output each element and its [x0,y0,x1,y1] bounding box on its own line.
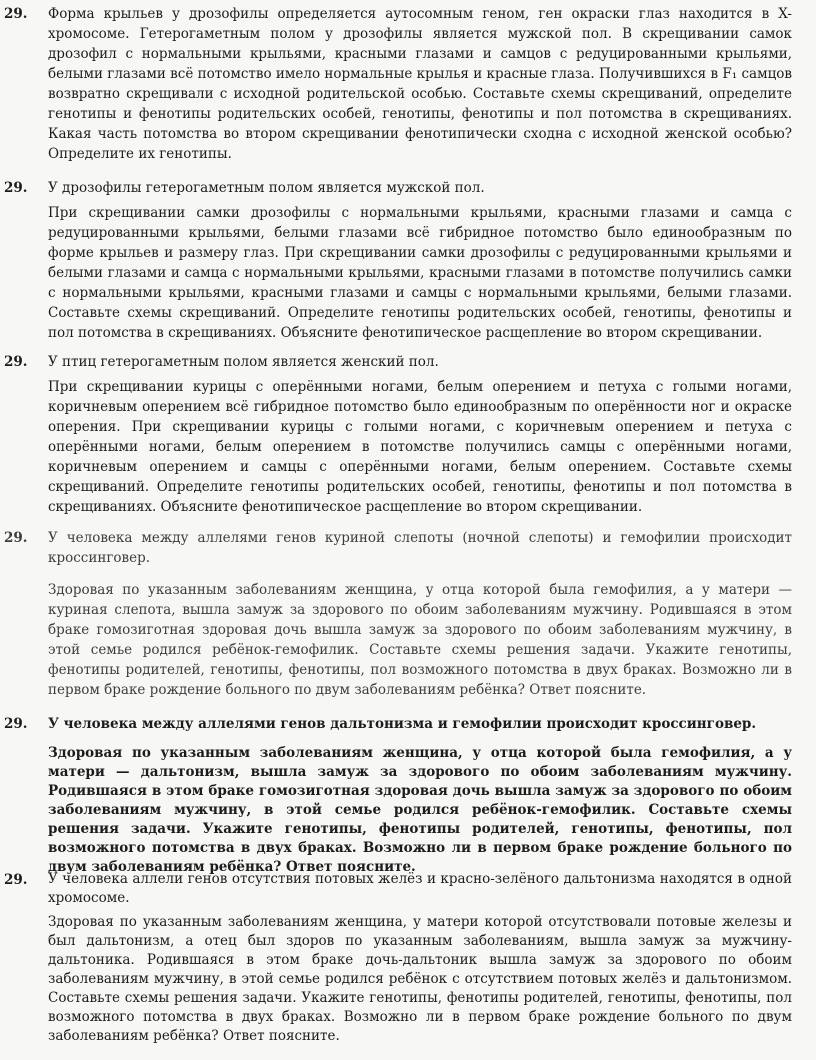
task-number: 29. [4,354,28,370]
task-text: Форма крыльев у дрозофилы определяется аутосомным геном, ген окраски глаз находится в X-хромосоме. Гетерогаметным полом у дрозофилы является мужской пол. В скрещивании самок дрозофил с нормальными крыльями, красными глазами и самцов с редуцированными крыльями, белыми глазами всё потомство имело нормальные крылья и красные глаза. Получившихся в F₁ самцов возвратно скрещивали с исходной родительской особью. Составьте схемы скрещиваний, определите генотипы и фенотипы родительских особей, генотипы, фенотипы и пол потомства в скрещиваниях. Какая часть потомства во втором скрещивании фенотипически сходна с исходной женской особью? Определите их генотипы. [48,6,792,162]
task-number: 29. [4,6,28,22]
task-text: При скрещивании самки дрозофилы с нормальными крыльями, красными глазами и самца с редуцированными крыльями, белыми глазами всё гибридное потомство было единообразным по форме крыльев и размеру глаз. При скрещивании самки дрозофилы с редуцированными крыльями и белыми глазами и самца с нормальными крыльями, красными глазами в потомстве получились самки с нормальными крыльями, красными глазами и самцы с нормальными крыльями, белыми глазами. Составьте схемы скрещиваний. Определите генотипы родительских особей, генотипы, фенотипы и пол потомства в скрещиваниях. Объясните фенотипическое расщепление во втором скрещивании. [48,205,792,341]
task-text: Здоровая по указанным заболеваниям женщина, у отца которой была гемофилия, а у матери — куриная слепота, вышла замуж за здорового по обоим заболеваниям мужчину. Родившаяся в этом браке гомозиготная здоровая дочь вышла замуж за здорового по обоим заболеваниям мужчину, в этой семье родился ребёнок-гемофилик. Составьте схемы решения задачи. Укажите генотипы, фенотипы родителей, генотипы, фенотипы, пол возможного потомства в двух браках. Возможно ли в первом браке рождение больного по двум заболеваниям ребёнка? Ответ поясните. [48,582,792,698]
task-intro: У человека между аллелями генов дальтонизма и гемофилии происходит кроссинговер. [48,716,757,732]
task-body [48,352,792,517]
task-number: 29. [4,180,28,196]
task-body [48,4,792,164]
task-number: 29. [4,716,28,732]
task-intro: У птиц гетерогаметным полом является женский пол. [48,354,439,370]
task-intro: У человека между аллелями генов куриной слепоты (ночной слепоты) и гемофилии происходит кроссинговер. [48,530,792,566]
task-intro: У дрозофилы гетерогаметным полом является мужской пол. [48,180,485,196]
task-text: Здоровая по указанным заболеваниям женщина, у отца которой была гемофилия, а у матери — дальтонизм, вышла замуж за здорового по обоим заболеваниям мужчину. Родившаяся в этом браке гомозиготная здоровая дочь вышла замуж за здорового по обоим заболеваниям мужчину, в этой семье родился ребёнок-гемофилик. Составьте схемы решения задачи. Укажите генотипы, фенотипы родителей, генотипы, фенотипы, пол возможного потомства в двух браках. Возможно ли в первом браке рождение больного по двум заболеваниям ребёнка? Ответ поясните. [48,745,792,875]
task-body [48,870,792,1046]
task-number: 29. [4,530,28,546]
task-number: 29. [4,872,28,888]
task-body [48,714,792,877]
task-text: При скрещивании курицы с оперёнными ногами, белым оперением и петуха с голыми ногами, коричневым оперением всё гибридное потомство было единообразным по оперённости ног и окраске оперения. При скрещивании курицы с голыми ногами, с коричневым оперением и петуха с оперёнными ногами, белым оперением в потомстве получились самцы с оперёнными ногами, коричневым оперением и самцы с оперёнными ногами, белым оперением. Составьте схемы скрещиваний. Определите генотипы родительских особей, генотипы, фенотипы и пол потомства в скрещиваниях. Объясните фенотипическое расщепление во втором скрещивании. [48,379,792,515]
task-body [48,178,792,343]
task-intro: У человека аллели генов отсутствия потовых желёз и красно-зелёного дальтонизма находятся в одной хромосоме. [48,871,792,906]
task-text: Здоровая по указанным заболеваниям женщина, у матери которой отсутствовали потовые железы и был дальтонизм, а отец был здоров по указанным заболеваниям, вышла замуж за мужчину-дальтоника. Родившаяся в этом браке дочь-дальтоник вышла замуж за здорового по обоим заболеваниям мужчину, в этой семье родился ребёнок с отсутствием потовых желёз и дальтонизмом. Составьте схемы решения задачи. Укажите генотипы, фенотипы родителей, генотипы, фенотипы, пол возможного потомства в двух браках. Возможно ли в первом браке рождение больного по двум заболеваниям ребёнка? Ответ поясните. [48,914,792,1044]
task-body [48,528,792,700]
